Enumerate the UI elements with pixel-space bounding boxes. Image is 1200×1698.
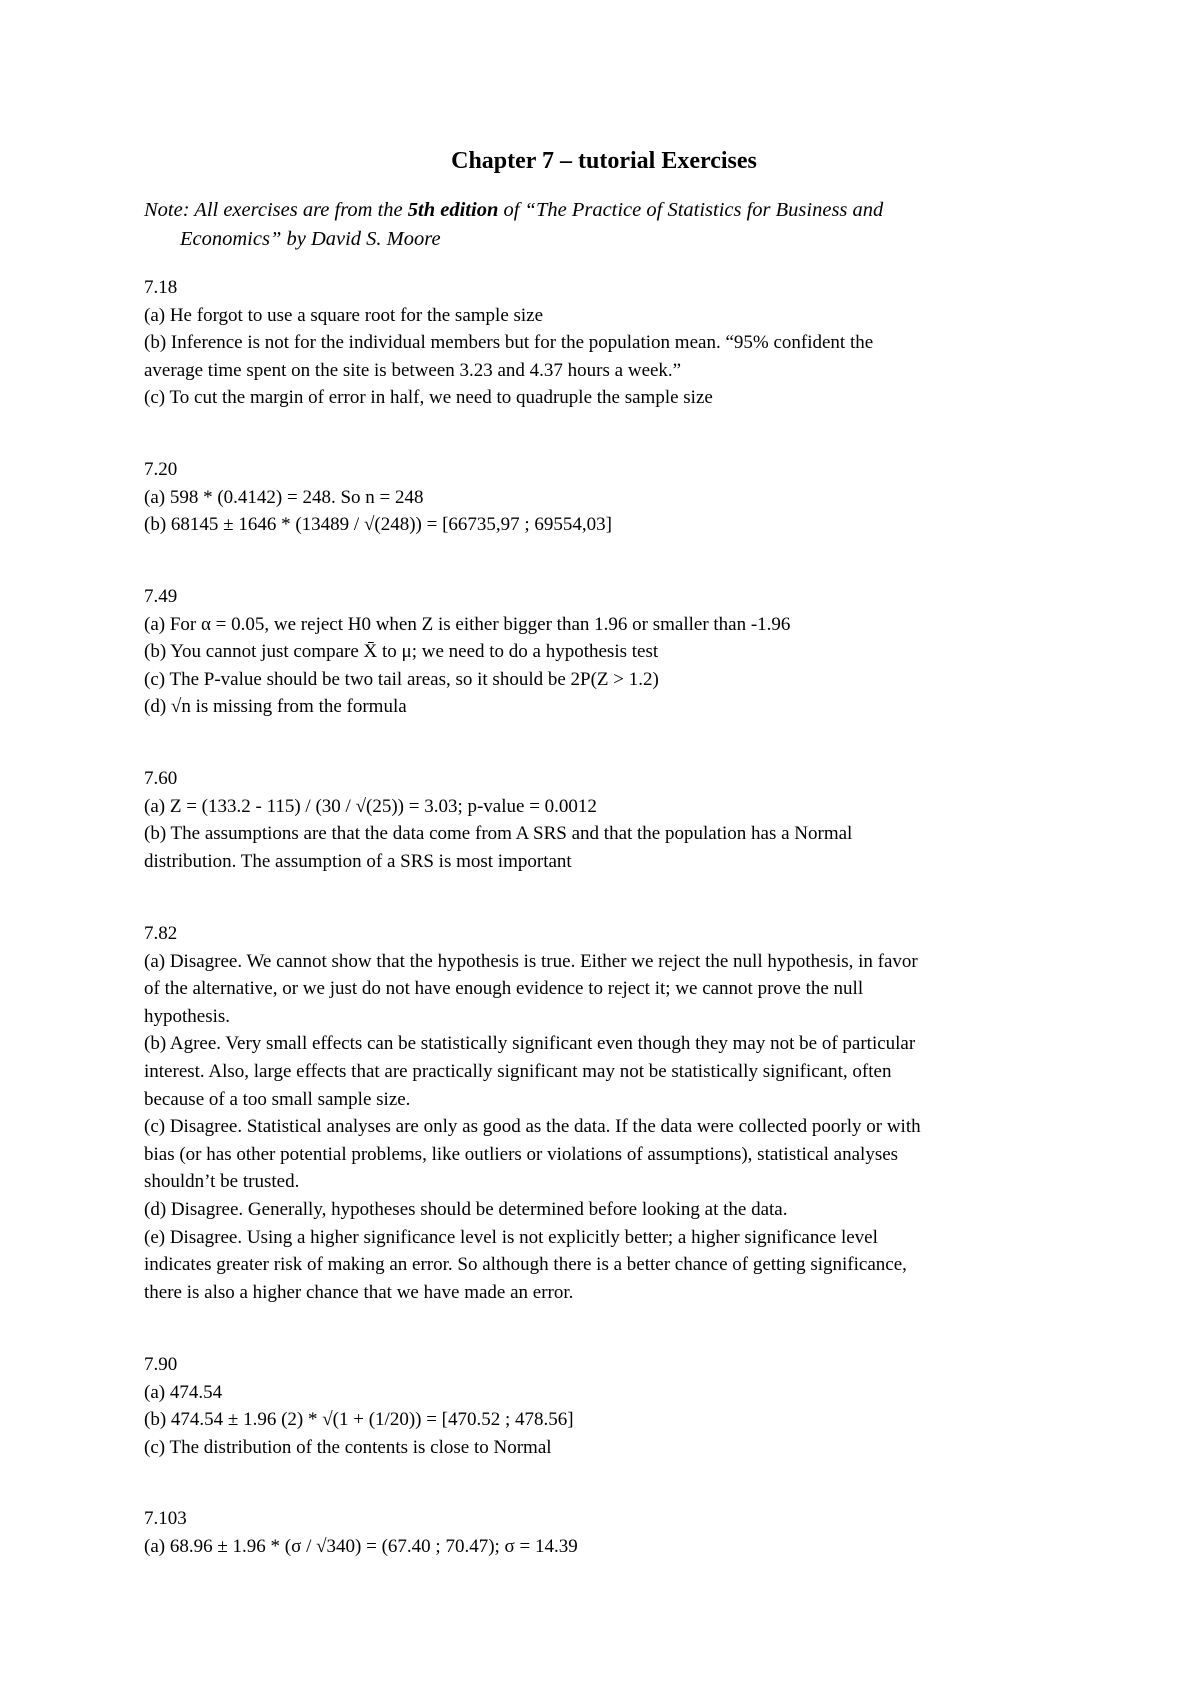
answer-line: interest. Also, large effects that are practically significant may not be statistically significant, often [144, 1060, 892, 1082]
answer-line: (c) The P-value should be two tail areas, so it should be 2P(Z > 1.2) [144, 668, 659, 690]
answer-line: (a) He forgot to use a square root for the sample size [144, 304, 544, 326]
answer-line: there is also a higher chance that we have made an error. [144, 1281, 574, 1303]
answer-line: (d) √n is missing from the formula [144, 696, 407, 718]
answer-line: shouldn’t be trusted. [144, 1171, 300, 1193]
answer-line: (b) You cannot just compare X̄ to μ; we need to do a hypothesis test [144, 641, 659, 663]
exercise-7-90 [144, 1351, 1064, 1461]
page-title: Chapter 7 – tutorial Exercises [451, 148, 757, 174]
exercise-number: 7.60 [144, 768, 178, 789]
exercise-7-18 [144, 274, 1064, 412]
answer-line: (a) 474.54 [144, 1381, 223, 1403]
answer-line: (d) Disagree. Generally, hypotheses should be determined before looking at the data. [144, 1198, 788, 1220]
exercise-number: 7.20 [144, 459, 178, 480]
exercise-number: 7.103 [144, 1508, 187, 1529]
note-prefix: Note: All exercises are from the [144, 199, 408, 221]
answer-line: of the alternative, or we just do not have enough evidence to reject it; we cannot prove the null [144, 978, 864, 1000]
answer-line: (c) Disagree. Statistical analyses are only as good as the data. If the data were collected poorly or with [144, 1116, 921, 1138]
exercise-number: 7.18 [144, 277, 178, 298]
answer-line: (b) Agree. Very small effects can be statistically significant even though they may not be of particular [144, 1033, 916, 1055]
answer-line: (a) 68.96 ± 1.96 * (σ / √340) = (67.40 ; 70.47); σ = 14.39 [144, 1535, 578, 1557]
answer-line: because of a too small sample size. [144, 1088, 411, 1110]
answer-line: (c) The distribution of the contents is close to Normal [144, 1436, 552, 1458]
answer-line: (b) 68145 ± 1646 * (13489 / √(248)) = [66735,97 ; 69554,03] [144, 514, 612, 536]
note-suffix: of “The Practice of Statistics for Business and [498, 199, 884, 221]
answer-line: bias (or has other potential problems, like outliers or violations of assumptions), statistical analyses [144, 1143, 899, 1165]
exercise-7-20 [144, 456, 1064, 539]
answer-line: (b) 474.54 ± 1.96 (2) * √(1 + (1/20)) = [470.52 ; 478.56] [144, 1409, 574, 1431]
exercise-7-82 [144, 920, 1064, 1306]
answer-line: (b) The assumptions are that the data come from A SRS and that the population has a Normal [144, 823, 853, 845]
answer-line: (a) Z = (133.2 - 115) / (30 / √(25)) = 3.03; p-value = 0.0012 [144, 795, 597, 817]
answer-line: (b) Inference is not for the individual members but for the population mean. “95% confident the [144, 332, 874, 354]
note-line-2: Economics” by David S. Moore [180, 228, 441, 250]
exercise-number: 7.90 [144, 1354, 178, 1375]
source-note [144, 196, 1064, 254]
answer-line: indicates greater risk of making an error. So although there is a better chance of getting significance, [144, 1254, 907, 1276]
answer-line: (e) Disagree. Using a higher significance level is not explicitly better; a higher significance level [144, 1226, 878, 1248]
answer-line: distribution. The assumption of a SRS is most important [144, 850, 572, 872]
answer-line: (a) For α = 0.05, we reject H0 when Z is either bigger than 1.96 or smaller than -1.96 [144, 613, 791, 635]
exercise-7-60 [144, 765, 1064, 875]
exercise-number: 7.82 [144, 923, 178, 944]
answer-line: (c) To cut the margin of error in half, we need to quadruple the sample size [144, 387, 713, 409]
answer-line: (a) 598 * (0.4142) = 248. So n = 248 [144, 486, 424, 508]
exercise-7-103 [144, 1505, 1064, 1560]
note-edition: 5th edition [407, 199, 499, 221]
answer-line: hypothesis. [144, 1005, 231, 1027]
answer-line: (a) Disagree. We cannot show that the hypothesis is true. Either we reject the null hypothesis, in favor [144, 950, 918, 972]
exercise-7-49 [144, 583, 1064, 721]
exercise-number: 7.49 [144, 586, 178, 607]
answer-line: average time spent on the site is between 3.23 and 4.37 hours a week.” [144, 359, 682, 381]
